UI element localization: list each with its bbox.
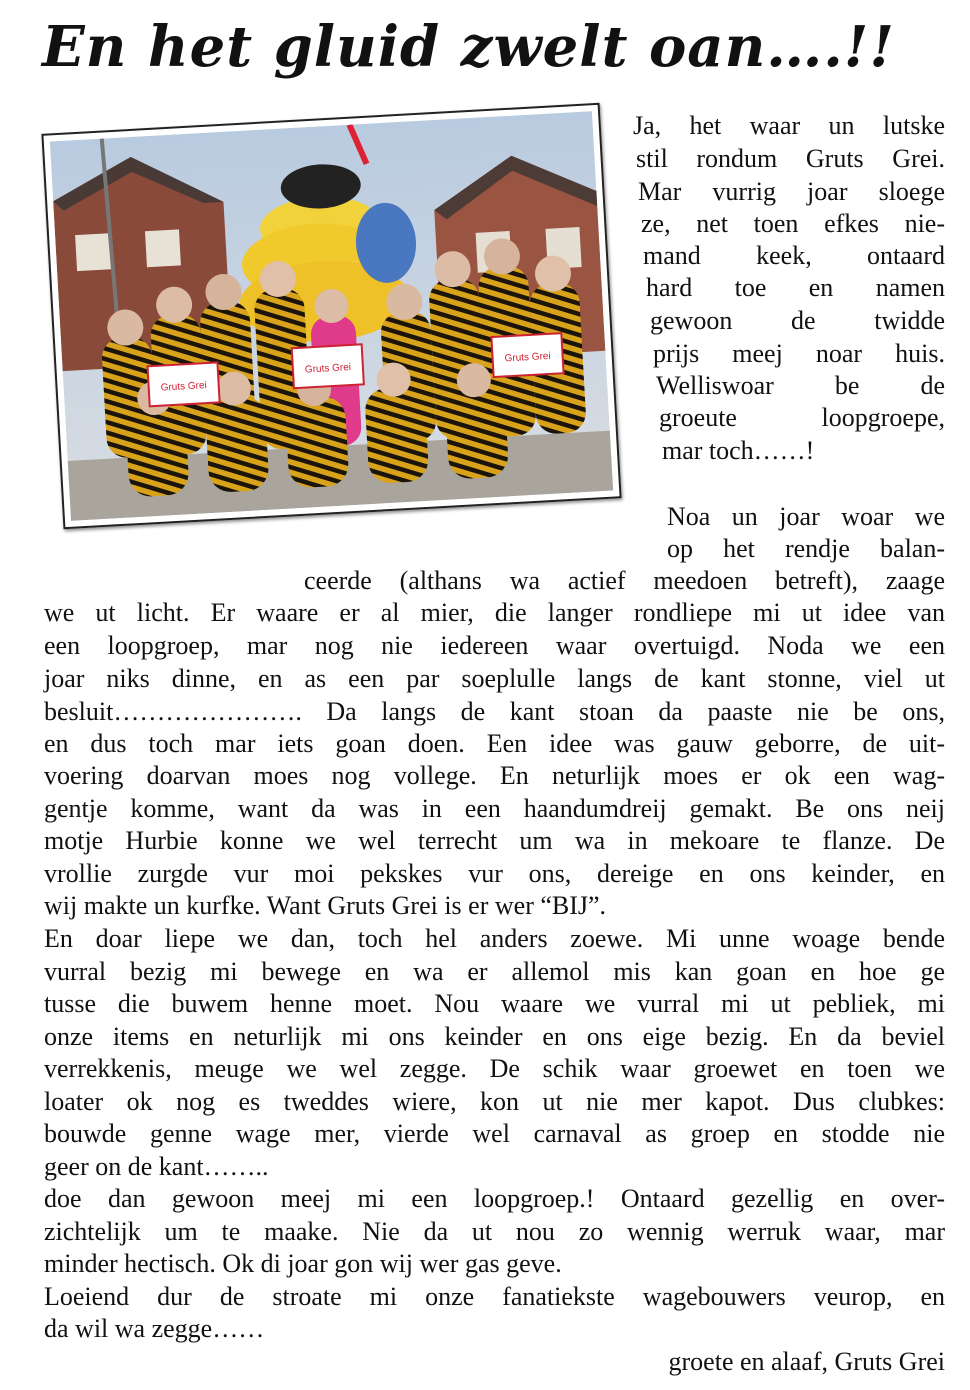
column-line: Mar vurrig joar sloege [638,177,945,206]
body-line: besluit…………………. Da langs de kant stoan da paaste nie be ons, [44,697,945,726]
body-line: geer on de kant…….. [44,1152,269,1181]
body-line: joar niks dinne, en as een par soeplulle langs de kant stonne, viel ut [44,664,945,693]
column-line: Noa un joar woar we [667,502,945,531]
column-line: prijs meej noar huis. [653,339,945,368]
body-line: tusse die buwem henne moet. Nou waare we vurral mi ut pebliek, mi [44,989,945,1018]
column-line: mar toch……! [662,436,815,465]
body-line: zichtelijk um te maake. Nie da ut nou zo wennig werruk waar, mar [44,1217,945,1246]
body-line: we ut licht. Er waare er al mier, die langer rondliepe mi ut idee van [44,598,945,627]
column-line: stil rondum Gruts Grei. [636,144,945,173]
body-line: een loopgroep, mar nog nie iedereen waar overtuigd. Noda we een [44,631,945,660]
column-line: Ja, het waar un lutske [633,111,945,140]
body-line: voering doarvan moes nog vollege. En neturlijk moes er ok een wag- [44,761,945,790]
body-line: minder hectisch. Ok di joar gon wij wer gas geve. [44,1249,562,1278]
body-line: da wil wa zegge…… [44,1314,265,1343]
column-line: ze, net toen efkes nie- [641,209,945,238]
carnival-group-image [50,111,613,521]
body-line: vurral bezig mi bewege en wa er allemol mis kan goan en hoe ge [44,957,945,986]
signature: groete en alaaf, Gruts Grei [668,1347,945,1376]
body-line: en dus toch mar iets goan doen. Een idee was gauw geborre, de uit- [44,729,945,758]
column-line: mand keek, ontaard [643,241,945,270]
column-line: hard toe en namen [646,273,945,302]
column-line: groeute loopgroepe, [659,403,945,432]
column-line: ceerde (althans wa actief meedoen betreft), zaage [304,566,945,595]
body-line: loater ok nog es tweddes wiere, kon ut nie mer kapot. Dus clubkes: [44,1087,945,1116]
body-line: gentje komme, want da was in een haandumdreij gemakt. Be ons neij [44,794,945,823]
column-line: gewoon de twidde [650,306,945,335]
body-line: bouwde genne wage mer, vierde wel carnaval as groep en stodde nie [44,1119,945,1148]
body-line: En doar liepe we dan, toch hel anders zoewe. Mi unne woage bende [44,924,945,953]
body-line: doe dan gewoon meej mi een loopgroep.! Ontaard gezellig en over- [44,1184,945,1213]
group-photo [41,103,621,530]
body-line: verrekkenis, meuge we wel zegge. De schik waar groewet en toen we [44,1054,945,1083]
body-line: motje Hurbie konne we wel terrecht um wa in mekoare te flanze. De [44,826,945,855]
body-line: vrollie zurgde vur moi pekskes vur ons, dereige en ons keinder, en [44,859,945,888]
sign-text-2: Gruts Grei [304,362,352,376]
sign-text-1: Gruts Grei [160,380,208,394]
sign-text-3: Gruts Grei [504,350,551,365]
body-line: Loeiend dur de stroate mi onze fanatiekste wagebouwers veurop, en [44,1282,945,1311]
page-title: En het gluid zwelt oan….!! [42,14,895,80]
column-line: op het rendje balan- [667,534,945,563]
body-line: wij makte un kurfke. Want Gruts Grei is er wer “BIJ”. [44,891,607,920]
body-line: onze items en neturlijk mi ons keinder en ons eige bezig. En da beviel [44,1022,945,1051]
column-line: Welliswoar be de [656,371,945,400]
